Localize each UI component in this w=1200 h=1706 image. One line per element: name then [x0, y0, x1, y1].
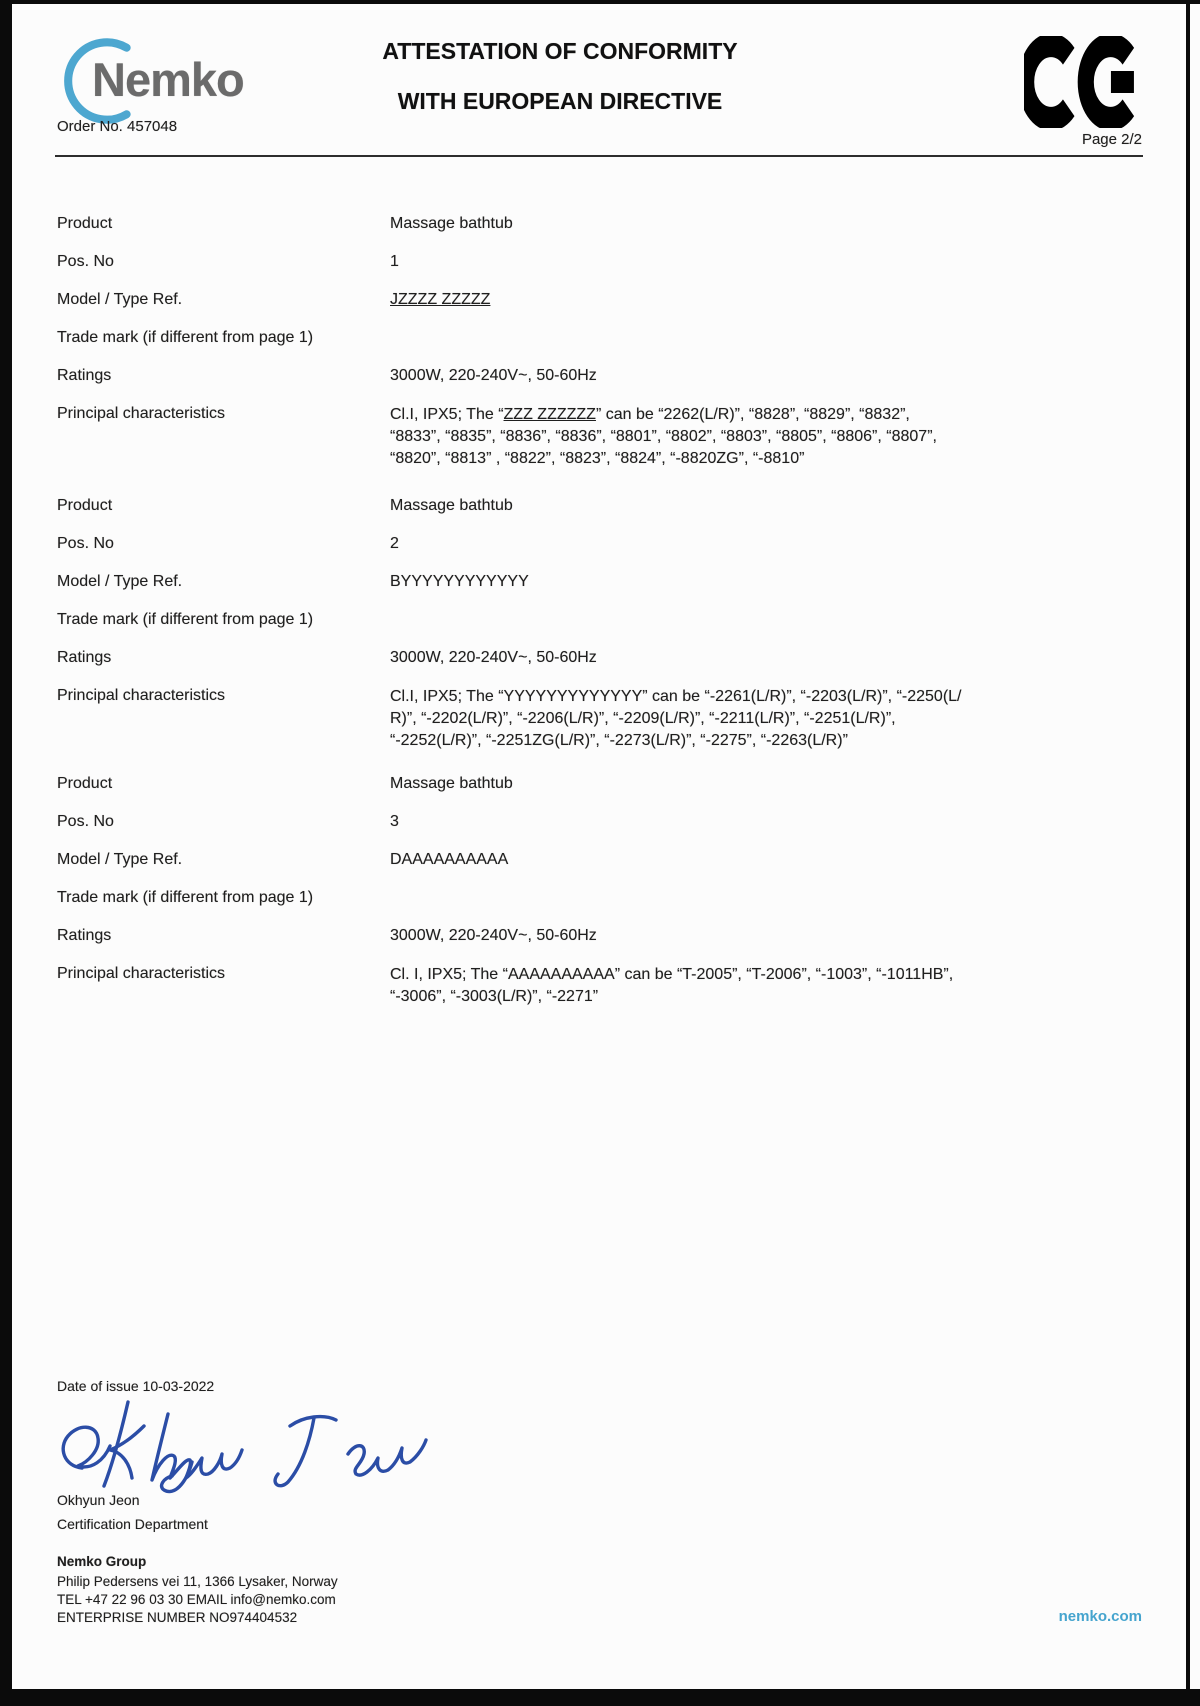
field-value: 3000W, 220-240V~, 50-60Hz — [390, 367, 597, 384]
title-line-2: WITH EUROPEAN DIRECTIVE — [397, 88, 723, 114]
field-value: Massage bathtub — [390, 215, 513, 232]
field-row-characteristics — [57, 686, 1142, 752]
scan-border-bottom — [0, 1689, 1200, 1706]
document-title — [300, 38, 820, 115]
field-label: Product — [57, 215, 113, 232]
characteristics-line: “-2252(L/R)”, “-2251ZG(L/R)”, “-2273(L/R)”, “-2275”, “-2263(L/R)” — [390, 732, 848, 749]
field-value: BYYYYYYYYYYYY — [390, 573, 529, 590]
nemko-logo — [60, 34, 320, 130]
characteristics-line: Cl. I, IPX5; The “AAAAAAAAAA” can be “T-2005”, “T-2006”, “-1003”, “-1011HB”, — [390, 966, 954, 983]
field-row-characteristics — [57, 404, 1142, 470]
characteristics-line: R)”, “-2202(L/R)”, “-2206(L/R)”, “-2209(L/R)”, “-2211(L/R)”, “-2251(L/R)”, — [390, 710, 896, 727]
field-label: Model / Type Ref. — [57, 573, 183, 590]
field-label: Pos. No — [57, 253, 114, 270]
field-row-pos — [57, 534, 1142, 554]
field-row-product — [57, 214, 1142, 234]
signer-name: Okhyun Jeon — [57, 1492, 140, 1508]
field-value: 2 — [390, 535, 399, 552]
characteristics-text — [390, 964, 953, 1008]
field-row-model — [57, 290, 1142, 310]
order-number: Order No. 457048 — [57, 118, 178, 135]
scan-border-right — [1186, 0, 1190, 1706]
field-value: 3 — [390, 813, 399, 830]
field-label: Trade mark (if different from page 1) — [57, 329, 314, 346]
field-label: Product — [57, 497, 113, 514]
field-label: Principal characteristics — [57, 965, 226, 982]
scan-border-top — [0, 0, 1200, 4]
characteristics-line: Cl.I, IPX5; The “YYYYYYYYYYYYY” can be “-2261(L/R)”, “-2203(L/R)”, “-2250(L/ — [390, 688, 962, 705]
characteristics-line: “-3006”, “-3003(L/R)”, “-2271” — [390, 988, 599, 1005]
char-model-family: ZZZ ZZZZZZ — [503, 406, 596, 423]
field-row-trademark — [57, 610, 1142, 630]
characteristics-text — [390, 686, 961, 752]
field-value: 3000W, 220-240V~, 50-60Hz — [390, 649, 597, 666]
field-row-pos — [57, 812, 1142, 832]
field-label: Principal characteristics — [57, 687, 226, 704]
website-link: nemko.com — [1058, 1608, 1142, 1625]
field-value: DAAAAAAAAAA — [390, 851, 509, 868]
field-label: Ratings — [57, 927, 112, 944]
field-row-product — [57, 496, 1142, 516]
field-label: Pos. No — [57, 813, 114, 830]
scan-border-left — [0, 0, 12, 1706]
product-block-2 — [57, 496, 1142, 752]
field-row-pos — [57, 252, 1142, 272]
field-row-trademark — [57, 328, 1142, 348]
characteristics-text — [390, 404, 937, 470]
logo-wordmark: Nemko — [92, 53, 244, 106]
field-label: Trade mark (if different from page 1) — [57, 611, 314, 628]
date-value: 10-03-2022 — [142, 1378, 215, 1394]
field-row-characteristics — [57, 964, 1142, 1008]
signature — [52, 1392, 482, 1497]
enterprise-number: ENTERPRISE NUMBER NO974404532 — [57, 1610, 298, 1625]
page-indicator: Page 2/2 — [1081, 131, 1142, 148]
field-row-model — [57, 572, 1142, 592]
characteristics-line — [390, 404, 937, 426]
field-value: Massage bathtub — [390, 775, 513, 792]
field-label: Product — [57, 775, 113, 792]
field-value: 3000W, 220-240V~, 50-60Hz — [390, 927, 597, 944]
field-row-product — [57, 774, 1142, 794]
field-row-ratings — [57, 926, 1142, 946]
field-label: Model / Type Ref. — [57, 851, 183, 868]
field-value: JZZZZ ZZZZZ — [390, 291, 491, 308]
product-block-1 — [57, 214, 1142, 470]
field-label: Ratings — [57, 649, 112, 666]
characteristics-line: “8820”, “8813” , “8822”, “8823”, “8824”, “-8820ZG”, “-8810” — [390, 450, 805, 467]
date-label: Date of issue — [57, 1378, 139, 1394]
field-row-ratings — [57, 648, 1142, 668]
field-value: Massage bathtub — [390, 497, 513, 514]
char-post: ” can be “2262(L/R)”, “8828”, “8829”, “8832”, — [595, 406, 910, 423]
field-label: Pos. No — [57, 535, 114, 552]
company-name: Nemko Group — [57, 1554, 147, 1569]
title-line-1: ATTESTATION OF CONFORMITY — [382, 38, 738, 64]
product-block-3 — [57, 774, 1142, 1008]
field-row-ratings — [57, 366, 1142, 386]
company-address: Philip Pedersens vei 11, 1366 Lysaker, Norway — [57, 1574, 338, 1589]
signer-department: Certification Department — [57, 1516, 208, 1532]
field-label: Ratings — [57, 367, 112, 384]
ce-mark-icon — [1024, 36, 1142, 128]
field-label: Model / Type Ref. — [57, 291, 183, 308]
field-value: 1 — [390, 253, 399, 270]
field-label: Principal characteristics — [57, 405, 226, 422]
product-listing — [57, 214, 1142, 1026]
field-row-trademark — [57, 888, 1142, 908]
characteristics-line: “8833”, “8835”, “8836”, “8836”, “8801”, “8802”, “8803”, “8805”, “8806”, “8807”, — [390, 428, 937, 445]
field-label: Trade mark (if different from page 1) — [57, 889, 314, 906]
header-divider — [55, 155, 1143, 157]
char-pre: Cl.I, IPX5; The “ — [390, 406, 504, 423]
field-row-model — [57, 850, 1142, 870]
company-contact: TEL +47 22 96 03 30 EMAIL info@nemko.com — [57, 1592, 336, 1607]
